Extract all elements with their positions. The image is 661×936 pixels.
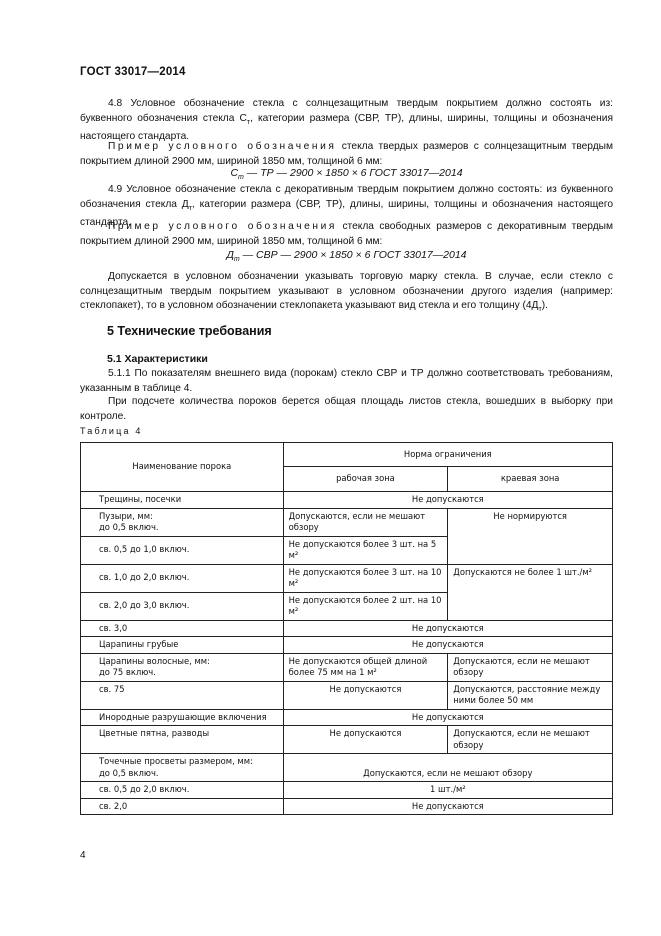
cell-value: Не допускаются xyxy=(283,681,448,709)
row-label-bubbles-2: св. 0,5 до 1,0 включ. xyxy=(81,536,284,564)
row-label-cracks: Трещины, посечки xyxy=(81,492,284,509)
table-row xyxy=(81,508,613,536)
cell-value: Допускаются, если не мешают обзору xyxy=(283,754,612,782)
paragraph-5-1-1: 5.1.1 По показателям внешнего вида (порокам) стекло СВР и ТР должно соответствовать требованиям, указанным в таблице 4. xyxy=(80,368,613,394)
cell-value: Допускаются, если не мешают обзору xyxy=(448,726,613,754)
bubbles-heading: Пузыри, мм: xyxy=(99,510,153,521)
table-caption: Таблица 4 xyxy=(80,426,143,436)
defects-table xyxy=(80,442,613,815)
hair-heading: Царапины волосные, мм: xyxy=(99,655,210,666)
row-label-bubbles-4: св. 2,0 до 3,0 включ. xyxy=(81,592,284,620)
subsection-5-1-title: 5.1 Характеристики xyxy=(107,353,208,365)
formula-2 xyxy=(80,249,613,263)
table-row xyxy=(81,798,613,815)
formula-1 xyxy=(80,167,613,181)
row-label-hair-2: св. 75 xyxy=(81,681,284,709)
document-header: ГОСТ 33017—2014 xyxy=(80,66,186,78)
table-row xyxy=(81,754,613,782)
row-label-foreign: Инородные разрушающие включения xyxy=(81,709,284,726)
p49-text-1: 4.9 Условное обозначение стекла с декоративным твердым покрытием должно состоять: из буквенного обозначения стекла Д xyxy=(80,184,613,210)
cell-value: Не допускаются xyxy=(283,620,612,637)
example-1 xyxy=(80,140,613,169)
cell-value: Не допускаются более 2 шт. на 10 м² xyxy=(283,592,448,620)
hair-range-1: до 75 включ. xyxy=(99,667,156,677)
table-header-row xyxy=(81,443,613,467)
formula-1-a: С xyxy=(230,167,239,179)
cell-value: Не допускаются более 3 шт. на 5 м² xyxy=(283,536,448,564)
p48-subscript: т xyxy=(246,118,251,126)
formula-1-sub: т xyxy=(238,174,244,182)
p48-text-1: 4.8 Условное обозначение стекла с солнцезащитным твердым покрытием должно состоять из: буквенного обозначения стекла С xyxy=(80,98,613,124)
row-label-bubbles-3: св. 1,0 до 2,0 включ. xyxy=(81,564,284,592)
row-label-pinholes-2: св. 0,5 до 2,0 включ. xyxy=(81,782,284,799)
row-label-spots: Цветные пятна, разводы xyxy=(81,726,284,754)
row-label-coarse-scratches: Царапины грубые xyxy=(81,637,284,654)
example-1-text: стекла твердых размеров с солнцезащитным твердым покрытием длиной 2900 мм, шириной 1850 мм, толщиной 6 мм: xyxy=(80,141,613,167)
row-label-bubbles xyxy=(81,508,284,536)
cell-value: Не допускаются xyxy=(283,637,612,654)
cell-value: Не допускаются xyxy=(283,798,612,815)
table-row xyxy=(81,726,613,754)
row-label-hair-scratches xyxy=(81,653,284,681)
row-label-pinholes-3: св. 2,0 xyxy=(81,798,284,815)
cell-value: 1 шт./м² xyxy=(283,782,612,799)
formula-1-b: — ТР — 2900 × 1850 × 6 ГОСТ 33017—2014 xyxy=(243,167,463,179)
cell-value: Не допускаются xyxy=(283,709,612,726)
table-row xyxy=(81,681,613,709)
header-edge-zone: краевая зона xyxy=(448,467,613,492)
paragraph-counting: При подсчете количества пороков берется общая площадь листов стекла, вошедших в выборку при контроле. xyxy=(80,396,613,422)
cell-value: Не нормируются xyxy=(448,508,613,564)
trademark-text-2: ). xyxy=(541,300,548,311)
cell-value: Допускаются, если не мешают обзору xyxy=(283,508,448,536)
table-row xyxy=(81,709,613,726)
cell-value: Допускаются, если не мешают обзору xyxy=(448,653,613,681)
row-label-pinholes xyxy=(81,754,284,782)
example-2-text: стекла свободных размеров с декоративным твердым покрытием длиной 2900 мм, шириной 1850 мм, толщиной 6 мм: xyxy=(80,221,613,247)
cell-value: Допускаются, расстояние между ними более 50 мм xyxy=(448,681,613,709)
header-work-zone: рабочая зона xyxy=(283,467,448,492)
table-row xyxy=(81,637,613,654)
header-defect-name: Наименование порока xyxy=(81,443,284,492)
cell-value: Не допускаются xyxy=(283,726,448,754)
cell-value: Не допускаются общей длиной более 75 мм на 1 м² xyxy=(283,653,448,681)
row-label-bubbles-5: св. 3,0 xyxy=(81,620,284,637)
trademark-text-1: Допускается в условном обозначении указывать торговую марку стекла. В случае, если стекло с солнцезащитным твердым покрытием указывают в условном обозначении другого изделия (например: стеклопакет), то в условном обозначении стеклопакета указывают вид стекла и его толщину (4Д xyxy=(80,271,613,311)
formula-2-a: Д xyxy=(226,249,234,261)
table-row xyxy=(81,492,613,509)
trademark-subscript: т xyxy=(538,306,542,314)
p48-text-2: , категории размера (СВР, ТР), длины, ширины, толщины и обозначения настоящего стандарта. xyxy=(80,112,613,143)
example-2 xyxy=(80,220,613,249)
page-number: 4 xyxy=(80,850,86,861)
table-row xyxy=(81,782,613,799)
example-1-lead: Пример условного обозначения xyxy=(108,141,337,152)
section-5-title: 5 Технические требования xyxy=(107,324,272,338)
formula-2-b: — СВР — 2900 × 1850 × 6 ГОСТ 33017—2014 xyxy=(239,249,467,261)
table-row xyxy=(81,653,613,681)
paragraph-trademark xyxy=(80,270,613,318)
cell-value: Не допускаются более 3 шт. на 10 м² xyxy=(283,564,448,592)
table-row xyxy=(81,564,613,592)
paragraph-4-8 xyxy=(80,97,613,145)
pinholes-range-1: до 0,5 включ. xyxy=(99,767,159,778)
pinholes-heading: Точечные просветы размером, мм: xyxy=(99,756,253,766)
p49-text-2: , категории размера (СВР, ТР), длины, ширины, толщины и обозначения настоящего стандарта. xyxy=(80,198,613,229)
bubbles-range-1: до 0,5 включ. xyxy=(99,522,159,532)
p49-subscript: т xyxy=(188,204,192,212)
header-norm: Норма ограничения xyxy=(283,443,612,467)
example-2-lead: Пример условного обозначения xyxy=(108,221,337,232)
table-row xyxy=(81,620,613,637)
formula-2-sub: т xyxy=(233,256,240,264)
cell-value: Допускаются не более 1 шт./м² xyxy=(448,564,613,620)
cell-value: Не допускаются xyxy=(283,492,612,509)
